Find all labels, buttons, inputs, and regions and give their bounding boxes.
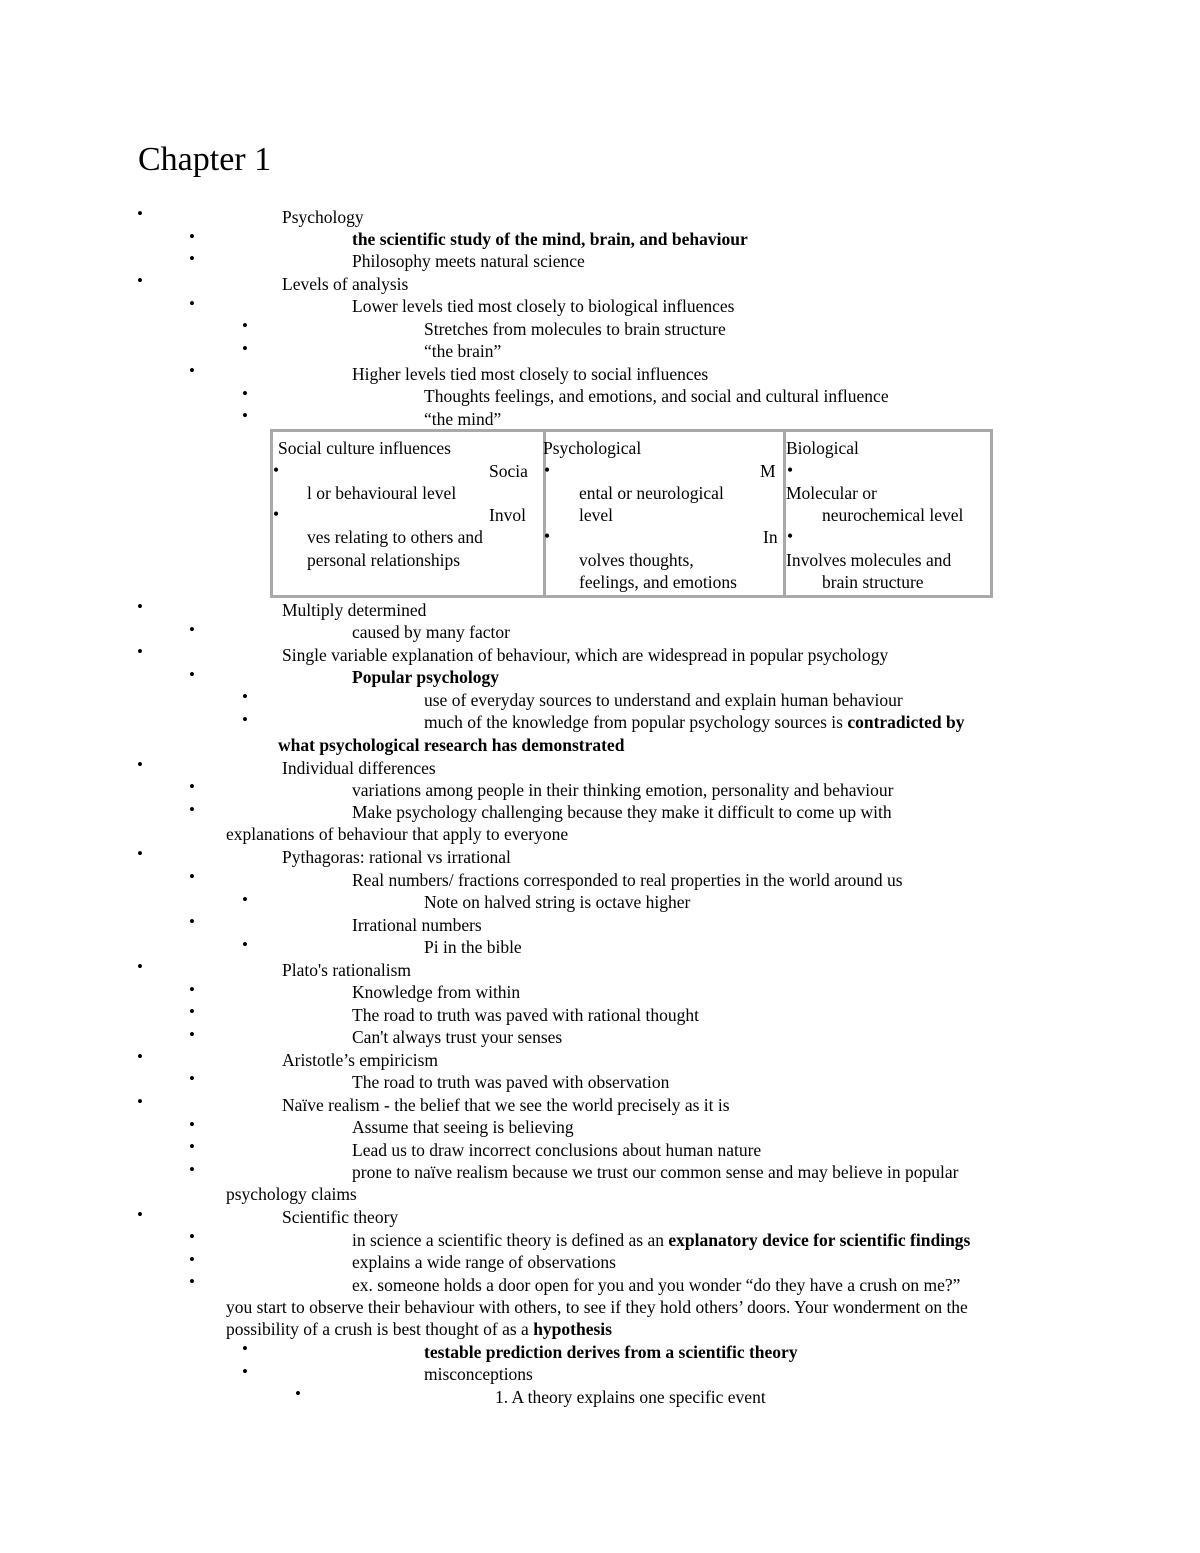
bullet-bio-2: • [787, 526, 794, 546]
text-irrational-numbers: Irrational numbers [352, 915, 482, 935]
text-psychology: Psychology [282, 207, 364, 227]
text-lower-levels: Lower levels tied most closely to biological influences [352, 296, 735, 316]
text-challenging: Make psychology challenging because they make it difficult to come up with [352, 802, 892, 822]
text-pythagoras: Pythagoras: rational vs irrational [282, 847, 511, 867]
bullet-l30: • [189, 1069, 195, 1088]
text-pi-bible: Pi in the bible [424, 937, 522, 957]
bullet-bio-1: • [787, 460, 794, 480]
levels-table [270, 429, 993, 598]
text-individual-differences: Individual differences [282, 758, 436, 778]
text-real-numbers: Real numbers/ fractions corresponded to real properties in the world around us [352, 870, 903, 890]
page-title: Chapter 1 [138, 141, 272, 178]
table-bio-a2: neurochemical level [822, 505, 964, 525]
bullet-l3: • [189, 249, 195, 268]
text-example-observe: you start to observe their behaviour with others, to see if they hold others’ doors. Your wonderment on the [226, 1297, 968, 1317]
bullet-l11: • [137, 597, 143, 616]
table-social-a2: l or behavioural level [307, 483, 457, 503]
bullet-l36: • [189, 1227, 195, 1246]
table-psych-b3: feelings, and emotions [579, 572, 737, 592]
text-popular-psychology: Popular psychology [352, 667, 499, 687]
bullet-l28: • [189, 1025, 195, 1044]
text-incorrect-conclusions: Lead us to draw incorrect conclusions about human nature [352, 1140, 762, 1160]
bullet-l1: • [137, 204, 143, 223]
table-bio-b2: brain structure [822, 572, 924, 592]
bullet-l35: • [137, 1205, 143, 1224]
bullet-psych-1: • [544, 460, 551, 480]
table-psych-a1: M [760, 461, 776, 481]
bullet-l21: • [189, 867, 195, 886]
text-stretches: Stretches from molecules to brain structure [424, 319, 726, 339]
text-multiply: Multiply determined [282, 600, 427, 620]
text-wide-range: explains a wide range of observations [352, 1252, 616, 1272]
bullet-l17: • [137, 755, 143, 774]
table-col-psychological [543, 432, 786, 595]
text-knowledge-contradicted [424, 711, 964, 733]
table-bio-b1: Involves molecules and [786, 550, 952, 570]
table-psych-a3: level [579, 505, 614, 525]
bullet-l38: • [189, 1272, 195, 1291]
bullet-l20: • [137, 844, 143, 863]
text-research-demonstrated: what psychological research has demonstrated [278, 735, 625, 755]
bullet-l37: • [189, 1250, 195, 1269]
bullet-l39: • [242, 1339, 248, 1358]
text-philosophy: Philosophy meets natural science [352, 251, 585, 271]
text-scientific-theory: Scientific theory [282, 1207, 399, 1227]
text-testable-prediction: testable prediction derives from a scientific theory [424, 1342, 798, 1362]
table-social-b1: Invol [489, 505, 526, 525]
table-header-social: Social culture influences [278, 438, 451, 458]
bullet-l23: • [189, 912, 195, 931]
bullet-l13: • [137, 642, 143, 661]
table-social-a1: Socia [489, 461, 528, 481]
bullet-l33: • [189, 1137, 195, 1156]
bullet-l9: • [242, 384, 248, 403]
table-header-psychological: Psychological [543, 438, 642, 458]
text-theory-defined [352, 1229, 970, 1251]
text-hypothesis: hypothesis [533, 1319, 612, 1339]
bullet-l24: • [242, 935, 248, 954]
table-bio-a1: Molecular or [786, 483, 877, 503]
text-trust-senses: Can't always trust your senses [352, 1027, 563, 1047]
text-example-hypothesis [226, 1318, 612, 1340]
bullet-l41: • [295, 1384, 301, 1403]
text-variations: variations among people in their thinking emotion, personality and behaviour [352, 780, 894, 800]
text-misconception-1: 1. A theory explains one specific event [495, 1387, 766, 1407]
bullet-l15: • [242, 687, 248, 706]
bullet-l34: • [189, 1160, 195, 1179]
text-example-door: ex. someone holds a door open for you and you wonder “do they have a crush on me?” [352, 1275, 961, 1295]
bullet-l40: • [242, 1362, 248, 1381]
bullet-l12: • [189, 620, 195, 639]
table-psych-b1: In [763, 527, 778, 547]
text-knowledge-within: Knowledge from within [352, 982, 521, 1002]
bullet-l5: • [189, 294, 195, 313]
text-crush-part: possibility of a crush is best thought of as a [226, 1319, 534, 1339]
bullet-l22: • [242, 890, 248, 909]
table-header-biological: Biological [786, 438, 859, 458]
bullet-l14: • [189, 665, 195, 684]
text-single-variable: Single variable explanation of behaviour, which are widespread in popular psychology [282, 645, 889, 665]
bullet-l16: • [242, 710, 248, 729]
text-explanatory-device: explanatory device for scientific findings [668, 1230, 971, 1250]
text-halved-string: Note on halved string is octave higher [424, 892, 691, 912]
text-caused: caused by many factor [352, 622, 510, 642]
bullet-l2: • [189, 227, 195, 246]
text-prone-naive: prone to naïve realism because we trust our common sense and may believe in popular [352, 1162, 959, 1182]
bullet-l7: • [242, 339, 248, 358]
text-observation: The road to truth was paved with observation [352, 1072, 670, 1092]
bullet-psych-2: • [544, 526, 551, 546]
text-challenging-cont: explanations of behaviour that apply to everyone [226, 824, 569, 844]
bullet-l32: • [189, 1115, 195, 1134]
table-social-b3: personal relationships [307, 550, 461, 570]
bullet-l10: • [242, 406, 248, 425]
text-definition: the scientific study of the mind, brain, and behaviour [352, 229, 748, 249]
table-psych-a2: ental or neurological [579, 483, 724, 503]
text-thoughts: Thoughts feelings, and emotions, and social and cultural influence [424, 386, 889, 406]
text-the-mind: “the mind” [424, 409, 502, 429]
bullet-l25: • [137, 957, 143, 976]
bullet-l29: • [137, 1047, 143, 1066]
table-col-social [273, 432, 546, 595]
text-naive-realism: Naïve realism - the belief that we see the world precisely as it is [282, 1095, 730, 1115]
table-psych-b2: volves thoughts, [579, 550, 694, 570]
bullet-l26: • [189, 980, 195, 999]
bullet-l8: • [189, 361, 195, 380]
bullet-l4: • [137, 271, 143, 290]
text-levels: Levels of analysis [282, 274, 409, 294]
bullet-social-2: • [273, 504, 280, 524]
text-plato: Plato's rationalism [282, 960, 412, 980]
bullet-l6: • [242, 316, 248, 335]
table-social-b2: ves relating to others and [307, 527, 483, 547]
text-higher-levels: Higher levels tied most closely to social influences [352, 364, 709, 384]
bullet-l27: • [189, 1002, 195, 1021]
text-knowledge-part: much of the knowledge from popular psychology sources is [424, 712, 848, 732]
text-everyday-sources: use of everyday sources to understand and explain human behaviour [424, 690, 903, 710]
text-prone-naive-cont: psychology claims [226, 1184, 357, 1204]
bullet-l18: • [189, 777, 195, 796]
text-aristotle: Aristotle’s empiricism [282, 1050, 439, 1070]
text-contradicted-by: contradicted by [847, 712, 965, 732]
bullet-social-1: • [273, 460, 280, 480]
table-col-biological [786, 432, 993, 595]
text-theory-defined-part: in science a scientific theory is defined as an [352, 1230, 669, 1250]
text-rational-thought: The road to truth was paved with rational thought [352, 1005, 700, 1025]
bullet-l31: • [137, 1092, 143, 1111]
text-misconceptions: misconceptions [424, 1364, 533, 1384]
bullet-l19: • [189, 800, 195, 819]
text-the-brain: “the brain” [424, 341, 502, 361]
text-seeing-believing: Assume that seeing is believing [352, 1117, 574, 1137]
